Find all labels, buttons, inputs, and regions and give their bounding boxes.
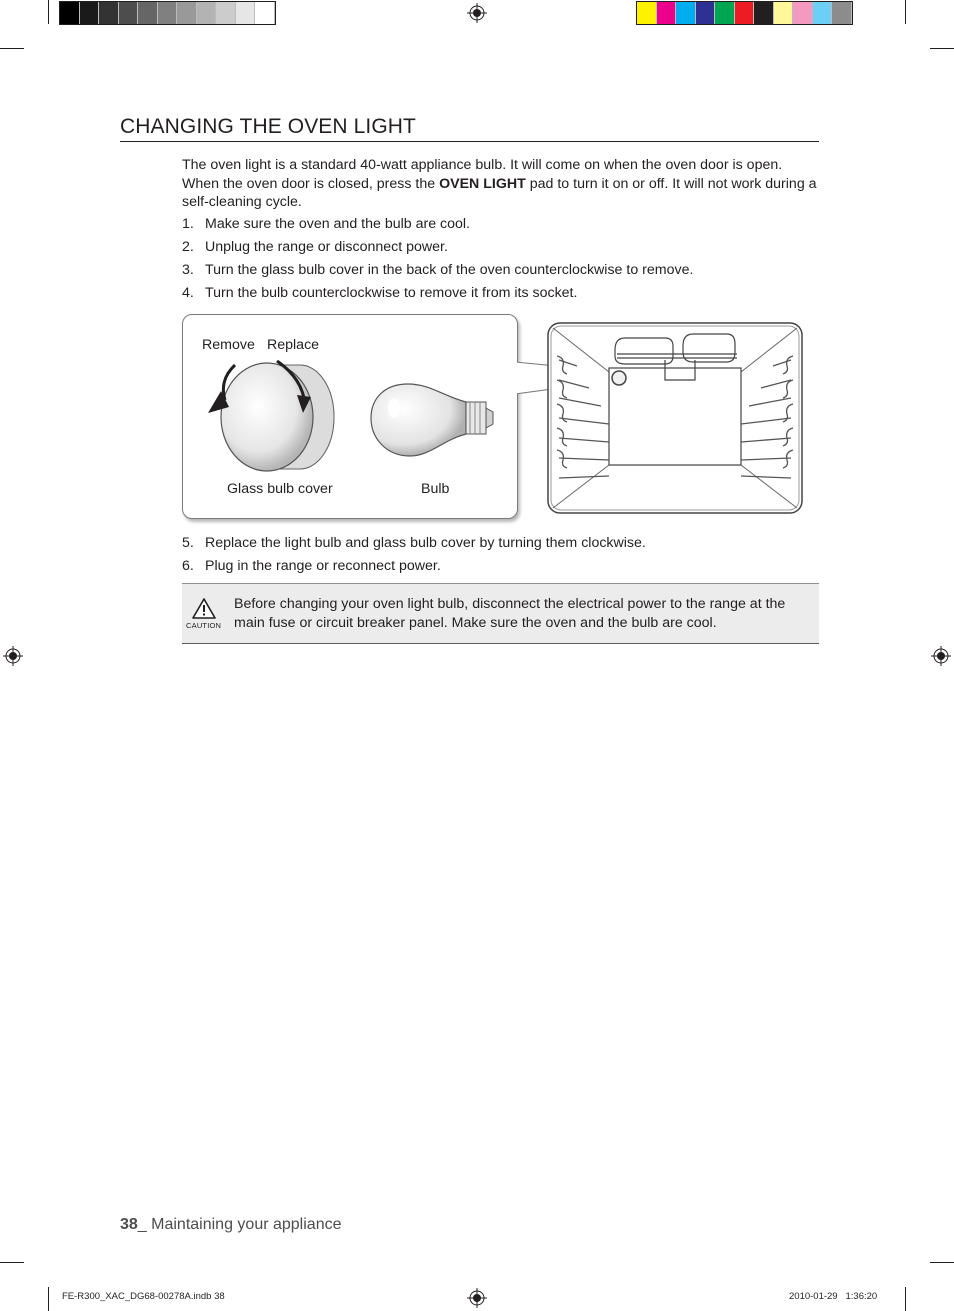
intro-text-2: pad to turn it on or off. It will not work during a self-cleaning cycle. (182, 175, 817, 210)
step-number: 5. (182, 535, 194, 551)
color-swatch (832, 2, 852, 24)
color-swatch (138, 2, 158, 24)
section-name: _ Maintaining your appliance (137, 1216, 342, 1233)
oven-interior-illustration (545, 320, 807, 520)
color-swatch (236, 2, 256, 24)
registration-mark-icon (467, 1288, 487, 1308)
step-text: Turn the glass bulb cover in the back of the oven counterclockwise to remove. (205, 262, 694, 278)
remove-label: Remove (202, 337, 255, 353)
bulb-illustration (368, 380, 503, 460)
crop-mark-bottom-right-h (930, 1262, 954, 1263)
step-text: Replace the light bulb and glass bulb cover by turning them clockwise. (205, 535, 646, 551)
color-swatch (735, 2, 755, 24)
oven-light-keyword: OVEN LIGHT (439, 175, 526, 192)
step-text: Turn the bulb counterclockwise to remove it from its socket. (205, 285, 578, 301)
color-swatch (813, 2, 833, 24)
color-swatch (774, 2, 794, 24)
color-swatch (657, 2, 677, 24)
color-swatch (696, 2, 716, 24)
color-swatch (255, 2, 275, 24)
page-number: 38 (120, 1216, 138, 1233)
intro-paragraph (182, 156, 817, 212)
color-swatch (80, 2, 100, 24)
print-slug-file: FE-R300_XAC_DG68-00278A.indb 38 (62, 1291, 225, 1302)
color-swatch (637, 2, 657, 24)
color-swatch (216, 2, 236, 24)
step-number: 2. (182, 239, 194, 255)
print-slug-date: 2010-01-29 1:36:20 (789, 1291, 878, 1302)
crop-mark-top-right-v (905, 0, 906, 24)
color-swatch (119, 2, 139, 24)
crop-mark-top-right-h (930, 48, 954, 49)
color-swatch (177, 2, 197, 24)
crop-mark-top-left-h (0, 48, 24, 49)
color-swatch (715, 2, 735, 24)
warning-triangle-icon (192, 598, 216, 620)
page-footer (120, 1216, 341, 1234)
page-title: CHANGING THE OVEN LIGHT (120, 115, 819, 142)
intro-text-1: The oven light is a standard 40-watt appliance bulb. It will come on when the oven door is open. When the oven door is closed, press the (182, 157, 783, 192)
step-text: Unplug the range or disconnect power. (205, 239, 448, 255)
step-item (182, 215, 470, 233)
step-number: 1. (182, 216, 194, 232)
color-swatch (793, 2, 813, 24)
color-swatch (754, 2, 774, 24)
color-swatch (99, 2, 119, 24)
crop-mark-top-left-v (48, 0, 49, 24)
process-color-bar (636, 1, 853, 25)
color-swatch (60, 2, 80, 24)
crop-mark-bottom-right-v (905, 1287, 906, 1311)
step-item (182, 238, 448, 256)
step-number: 4. (182, 285, 194, 301)
registration-mark-icon (467, 3, 487, 23)
glass-bulb-cover-label: Glass bulb cover (227, 481, 333, 497)
step-number: 3. (182, 262, 194, 278)
color-swatch (158, 2, 178, 24)
step-text: Plug in the range or reconnect power. (205, 558, 441, 574)
step-item (182, 534, 646, 552)
crop-mark-bottom-left-v (48, 1287, 49, 1311)
step-text: Make sure the oven and the bulb are cool. (205, 216, 471, 232)
color-swatch (197, 2, 217, 24)
glass-bulb-cover-illustration (205, 355, 345, 480)
bulb-label: Bulb (421, 481, 450, 497)
caution-icon-label: CAUTION (186, 621, 222, 630)
registration-mark-icon (931, 646, 951, 666)
step-number: 6. (182, 558, 194, 574)
step-item (182, 284, 577, 302)
crop-mark-bottom-left-h (0, 1262, 24, 1263)
step-item (182, 261, 693, 279)
step-item (182, 557, 441, 575)
registration-mark-icon (3, 646, 23, 666)
replace-label: Replace (267, 337, 320, 353)
gray-color-bar (59, 1, 276, 25)
color-swatch (676, 2, 696, 24)
caution-text: Before changing your oven light bulb, disconnect the electrical power to the range at the main fuse or circuit breaker panel. Make sure the oven and the bulb are cool. (234, 596, 786, 631)
